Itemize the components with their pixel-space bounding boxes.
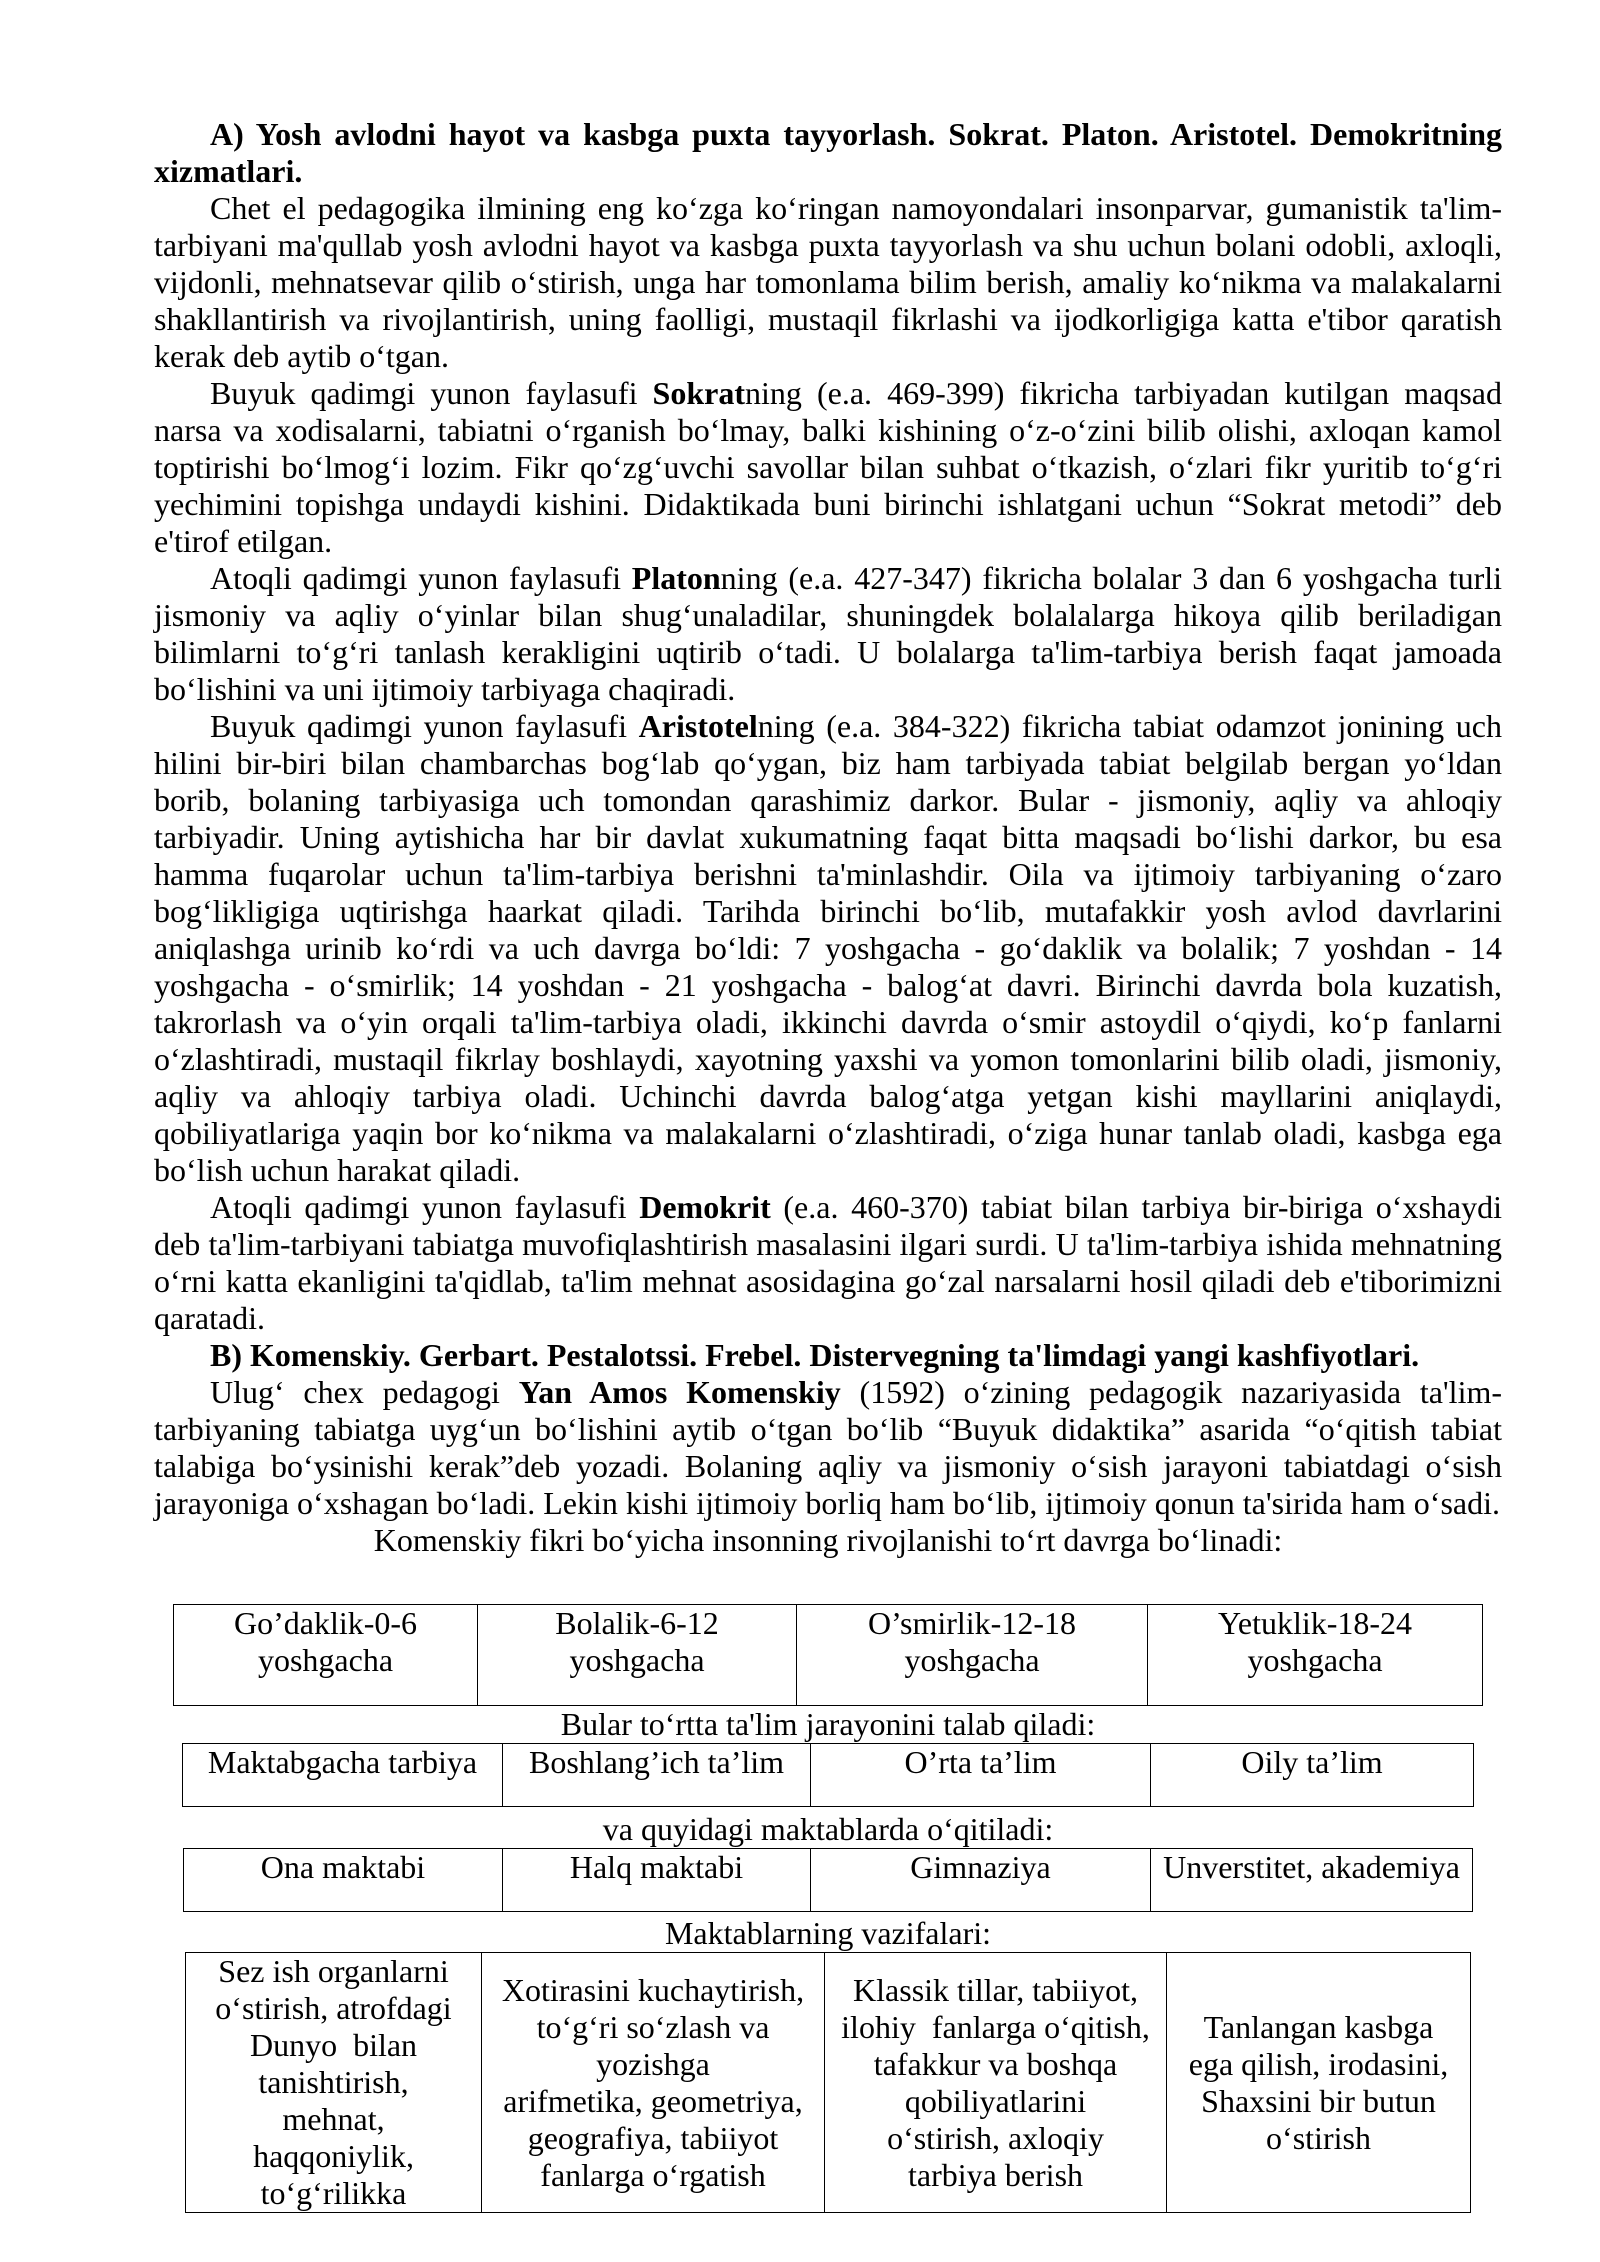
- period-cell: [174, 1605, 478, 1706]
- task-line: ilohiy fanlarga o‘qitish,: [841, 2008, 1150, 2045]
- period-cell: [478, 1605, 797, 1706]
- period-unit: yoshgacha: [257, 1642, 394, 1678]
- paragraph-sokrat: [154, 375, 1502, 560]
- tasks-table: [185, 1952, 1471, 2213]
- education-cell: O’rta ta’lim: [811, 1744, 1151, 1807]
- table-row: [183, 1744, 1474, 1807]
- period-unit: yoshgacha: [904, 1642, 1040, 1678]
- paragraph-sokrat-text: ning (e.a. 469-399) fikricha tarbiyadan kutilgan maqsad narsa va xodisalarni, tabiatni o‘rganish bo‘lmay, balki kishining o‘z-o‘zini bilib olishi, axloqan kamol toptirishi bo‘lmog‘i lozim. Fikr qo‘zg‘uvchi savollar bilan suhbat o‘tkazish, o‘zlari fikr yuritib to‘g‘ri yechimini topishga undaydi kishini. Didaktikada buni birinchi ishlatgani uchun “Sokrat metodi” deb e'tirof etilgan.: [154, 375, 1502, 559]
- table-row: [174, 1605, 1483, 1706]
- education-cell: Boshlang’ich ta’lim: [503, 1744, 811, 1807]
- task-line: mehnat,: [282, 2101, 385, 2137]
- table-row: [186, 1953, 1471, 2213]
- period-name: Go’daklik-0-6: [233, 1605, 418, 1641]
- schools-table: [183, 1848, 1473, 1912]
- task-line: geografiya, tabiiyot: [527, 2119, 779, 2156]
- paragraph-aristotel: [154, 708, 1502, 1189]
- document-body: [154, 116, 1502, 2213]
- name-komenskiy: Yan Amos Komenskiy: [518, 1374, 841, 1410]
- task-line: o‘stirish, axloqiy: [887, 2119, 1104, 2156]
- name-platon: Platon: [631, 560, 721, 596]
- period-name: Bolalik-6-12: [555, 1605, 719, 1641]
- task-line: tarbiya berish: [907, 2156, 1084, 2193]
- period-name: O’smirlik-12-18: [868, 1605, 1076, 1641]
- task-line: Sez ish organlarni: [218, 1953, 449, 1989]
- task-line: qobiliyatlarini: [904, 2082, 1087, 2119]
- paragraph-aristotel-lead: Buyuk qadimgi yunon faylasufi: [210, 708, 639, 744]
- paragraph-demokrit-text: (e.a. 460-370) tabiat bilan tarbiya bir-biriga o‘xshaydi deb ta'lim-tarbiyani tabiatga muvofiqlashtirish masalasini ilgari surdi. U ta'lim-tarbiya ishida mehnatning o‘rni katta ekanligini ta'qidlab, ta'lim mehnat asosidagina go‘zal narsalarni hosil qiladi deb e'tiborimizni qaratadi.: [154, 1189, 1503, 1336]
- paragraph-komenskiy: [154, 1374, 1502, 1522]
- period-unit: yoshgacha: [569, 1642, 705, 1678]
- task-line: Dunyo bilan: [249, 2027, 418, 2063]
- period-unit: yoshgacha: [1247, 1642, 1383, 1678]
- task-cell: [1167, 1953, 1471, 2213]
- task-cell: [825, 1953, 1167, 2213]
- periods-caption: Komenskiy fikri bo‘yicha insonning rivojlanishi to‘rt davrga bo‘linadi:: [373, 1522, 1283, 1558]
- name-demokrit: Demokrit: [639, 1189, 771, 1225]
- education-table: [182, 1743, 1474, 1807]
- paragraph-platon-text: ning (e.a. 427-347) fikricha bolalar 3 dan 6 yoshgacha turli jismoniy va aqliy o‘yinlar bilan shug‘unaladilar, shuningdek bolalalarga hikoya qilib beriladigan bilimlarni to‘g‘ri tanlash kerakligini uqtirib o‘tadi. U bolalarga ta'lim-tarbiya berish faqat jamoada bo‘lishini va uni ijtimoiy tarbiyaga chaqiradi.: [154, 560, 1503, 707]
- task-line: haqqoniylik,: [253, 2138, 414, 2174]
- section-b-heading: B) Komenskiy. Gerbart. Pestalotssi. Frebel. Distervegning ta'limdagi yangi kashfiyotlari.: [210, 1337, 1420, 1373]
- schools-caption: va quyidagi maktablarda o‘qitiladi:: [602, 1811, 1054, 1847]
- task-line: Tanlangan kasbga: [1203, 2008, 1434, 2045]
- task-cell: [186, 1953, 482, 2213]
- paragraph-demokrit-lead: Atoqli qadimgi yunon faylasufi: [210, 1189, 640, 1225]
- task-line: Shaxsini bir butun: [1201, 2082, 1436, 2119]
- periods-table: [173, 1604, 1483, 1706]
- task-line: tafakkur va boshqa: [873, 2045, 1118, 2082]
- task-line: yozishga: [596, 2045, 710, 2082]
- education-cell: Maktabgacha tarbiya: [183, 1744, 503, 1807]
- school-cell: Gimnaziya: [811, 1849, 1151, 1912]
- paragraph-sokrat-lead: Buyuk qadimgi yunon faylasufi: [210, 375, 653, 411]
- section-a-heading: A) Yosh avlodni hayot va kasbga puxta tayyorlash. Sokrat. Platon. Aristotel. Demokritning xizmatlari.: [154, 116, 1502, 189]
- education-cell: Oily ta’lim: [1151, 1744, 1474, 1807]
- paragraph-komenskiy-lead: Ulug‘ chex pedagogi: [210, 1374, 519, 1410]
- task-cell: [482, 1953, 825, 2213]
- paragraph-aristotel-text: ning (e.a. 384-322) fikricha tabiat odamzot jonining uch hilini bir-biri bilan chambarchas bog‘lab qo‘ygan, biz ham tarbiyada tabiat belgilab bergan yo‘ldan borib, bolaning tarbiyasiga uch tomondan qarashimiz darkor. Bular - jismoniy, aqliy va ahloqiy tarbiyadir. Uning aytishicha har bir davlat xukumatning faqat bitta maqsadi bo‘lishi darkor, bu esa hamma fuqarolar uchun ta'lim-tarbiya berishni ta'minlashdir. Oila va ijtimoiy tarbiyaning o‘zaro bog‘likligiga uqtirishga haarkat qiladi. Tarihda birinchi bo‘lib, mutafakkir yosh avlod davrlarini aniqlashga urinib ko‘rdi va uch davrga bo‘ldi: 7 yoshgacha - go‘daklik va bolalik; 7 yoshdan - 14 yoshgacha - o‘smirlik; 14 yoshdan - 21 yoshgacha - balog‘at davri. Birinchi davrda bola kuzatish, takrorlash va o‘yin orqali ta'lim-tarbiya oladi, ikkinchi davrda o‘smir astoydil o‘qiydi, ko‘p fanlarni o‘zlashtiradi, mustaqil fikrlay boshlaydi, xayotning yaxshi va yomon tomonlarini bilib oladi, jismoniy, aqliy va ahloqiy tarbiya oladi. Uchinchi davrda balog‘atga yetgan kishi mayllarini aniqlaydi, qobiliyatlariga yaqin bor ko‘nikma va malakalarni o‘zlashtiradi, o‘ziga hunar tanlab oladi, kasbga ega bo‘lish uchun harakat qiladi.: [154, 708, 1503, 1188]
- task-line: arifmetika, geometriya,: [503, 2082, 803, 2119]
- tasks-caption: Maktablarning vazifalari:: [664, 1915, 992, 1951]
- task-line: to‘g‘ri so‘zlash va: [536, 2008, 770, 2045]
- task-line: ega qilish, irodasini,: [1188, 2045, 1449, 2082]
- paragraph-demokrit: [154, 1189, 1502, 1337]
- education-caption: Bular to‘rtta ta'lim jarayonini talab qiladi:: [560, 1706, 1096, 1742]
- paragraph-intro: Chet el pedagogika ilmining eng ko‘zga ko‘ringan namoyondalari insonparvar, gumanistik ta'lim-tarbiyani ma'qullab yosh avlodni hayot va kasbga puxta tayyorlash va shu uchun bolani odobli, axloqli, vijdonli, mehnatsevar qilib o‘stirish, unga har tomonlama bilim berish, amaliy ko‘nikma va malakalarni shakllantirish va rivojlantirish, uning faolligi, mustaqil fikrlashi va ijodkorligiga katta e'tibor qaratish kerak deb aytib o‘tgan.: [154, 190, 1502, 374]
- task-line: o‘stirish, atrofdagi: [215, 1990, 452, 2026]
- school-cell: Ona maktabi: [184, 1849, 503, 1912]
- paragraph-komenskiy-text: (1592) o‘zining pedagogik nazariyasida ta'lim-tarbiyaning tabiatga uyg‘un bo‘lishini aytib o‘tgan bo‘lib “Buyuk didaktika” asarida “o‘qitish tabiat talabiga bo‘ysinishi kerak”deb yozadi. Bolaning aqliy va jismoniy o‘sish jarayoni tabiatdagi o‘sish jarayoniga o‘xshagan bo‘ladi. Lekin kishi ijtimoiy borliq ham bo‘lib, ijtimoiy qonun ta'sirida ham o‘sadi.: [154, 1374, 1503, 1521]
- task-line: to‘g‘rilikka: [260, 2175, 407, 2211]
- task-line: o‘stirish: [1266, 2119, 1371, 2156]
- school-cell: Halq maktabi: [503, 1849, 811, 1912]
- paragraph-platon-lead: Atoqli qadimgi yunon faylasufi: [210, 560, 632, 596]
- paragraph-platon: [154, 560, 1502, 708]
- task-line: Xotirasini kuchaytirish,: [501, 1971, 805, 2008]
- task-line: fanlarga o‘rgatish: [540, 2156, 766, 2193]
- period-cell: [1148, 1605, 1483, 1706]
- task-line: Klassik tillar, tabiiyot,: [853, 1971, 1138, 2008]
- period-name: Yetuklik-18-24: [1217, 1605, 1413, 1641]
- table-row: [184, 1849, 1473, 1912]
- task-line: tanishtirish,: [258, 2064, 409, 2100]
- school-cell: Unverstitet, akademiya: [1151, 1849, 1473, 1912]
- name-sokrat: Sokrat: [652, 375, 745, 411]
- name-aristotel: Aristotel: [638, 708, 758, 744]
- period-cell: [797, 1605, 1148, 1706]
